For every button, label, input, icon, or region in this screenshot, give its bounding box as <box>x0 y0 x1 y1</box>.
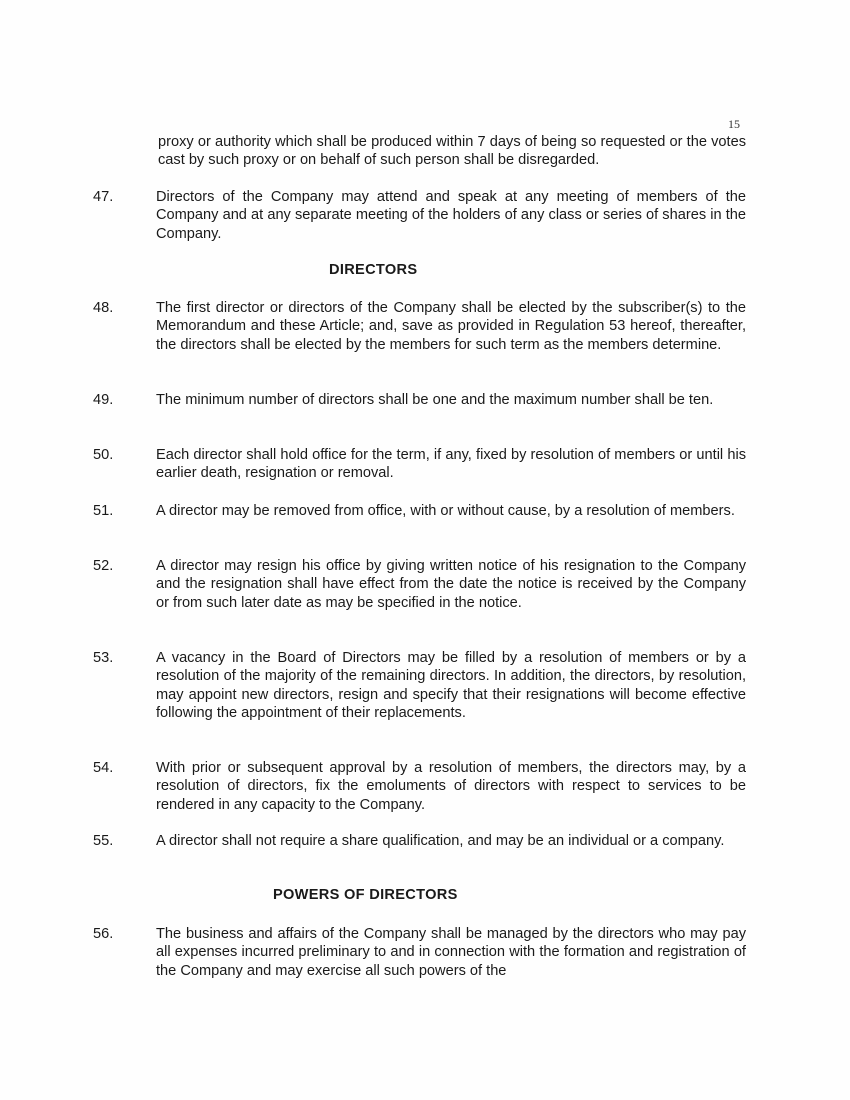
clause-49 <box>93 391 746 409</box>
clause-52 <box>93 557 746 612</box>
continuation-paragraph: proxy or authority which shall be produced within 7 days of being so requested or the votes cast by such proxy or on behalf of such person shall be disregarded. <box>158 134 746 169</box>
clause-50 <box>93 446 746 483</box>
clause-48 <box>93 299 746 354</box>
clause-text: A director may resign his office by giving written notice of his resignation to the Company and the resignation shall have effect from the date the notice is received by the Company or from such later date as may be specified in the notice. <box>156 558 746 611</box>
clause-number: 56. <box>93 926 114 942</box>
clause-number: 53. <box>93 650 114 666</box>
clause-54 <box>93 759 746 814</box>
clause-47 <box>93 188 746 243</box>
clause-56 <box>93 925 746 980</box>
heading-text: DIRECTORS <box>329 262 418 278</box>
clause-number: 52. <box>93 558 114 574</box>
clause-text: The first director or directors of the Company shall be elected by the subscriber(s) to the Memorandum and these Article; and, save as provided in Regulation 53 hereof, thereafter, the directors shall be elected by the members for such term as the members determine. <box>156 300 746 353</box>
heading-text: POWERS OF DIRECTORS <box>273 887 458 903</box>
page-number: 15 <box>728 117 740 131</box>
clause-number: 49. <box>93 392 114 408</box>
clause-text: Each director shall hold office for the term, if any, fixed by resolution of members or until his earlier death, resignation or removal. <box>156 447 746 482</box>
clause-text: Directors of the Company may attend and speak at any meeting of members of the Company and at any separate meeting of the holders of any class or series of shares in the Company. <box>156 189 746 242</box>
clause-number: 50. <box>93 447 114 463</box>
clause-51 <box>93 502 746 520</box>
clause-number: 54. <box>93 760 114 776</box>
clause-text: The business and affairs of the Company shall be managed by the directors who may pay all expenses incurred preliminary to and in connection with the formation and registration of the Company and may exercise all such powers of the <box>156 926 746 979</box>
clause-text: A director shall not require a share qualification, and may be an individual or a company. <box>156 833 725 849</box>
clause-number: 48. <box>93 300 114 316</box>
clause-text: The minimum number of directors shall be one and the maximum number shall be ten. <box>156 392 714 408</box>
clause-number: 51. <box>93 503 114 519</box>
clause-55 <box>93 832 746 850</box>
clause-text: A vacancy in the Board of Directors may be filled by a resolution of members or by a resolution of the majority of the remaining directors. In addition, the directors, by resolution, may appoint new directors, resign and specify that their resignations will become effective following the appointment of their replacements. <box>156 650 746 722</box>
clause-53 <box>93 649 746 723</box>
clause-text: With prior or subsequent approval by a resolution of members, the directors may, by a resolution of directors, fix the emoluments of directors with respect to services to be rendered in any capacity to the Company. <box>156 760 746 813</box>
clause-number: 55. <box>93 833 114 849</box>
clause-number: 47. <box>93 189 114 205</box>
clause-text: A director may be removed from office, with or without cause, by a resolution of members. <box>156 503 735 519</box>
